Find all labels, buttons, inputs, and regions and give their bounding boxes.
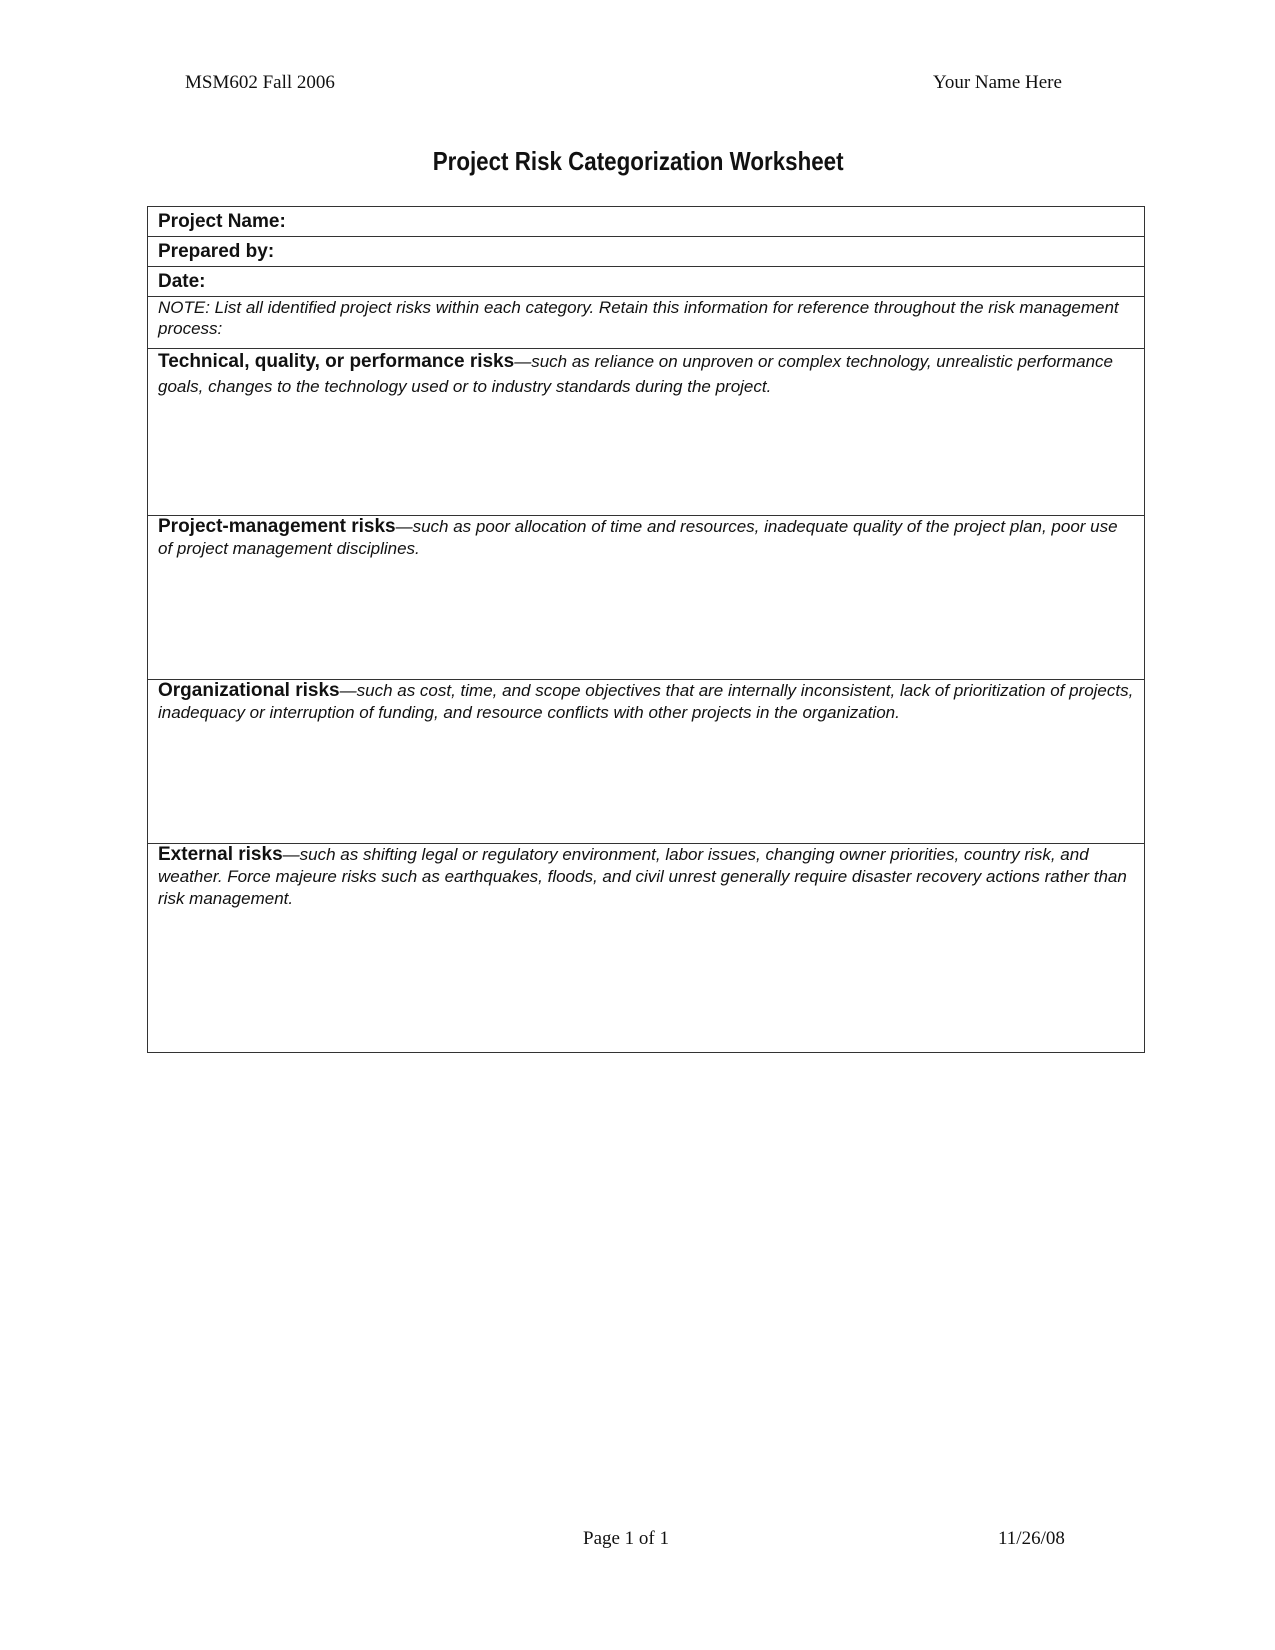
technical-risks-row	[148, 349, 1145, 516]
footer-date: 11/26/08	[998, 1528, 1065, 1549]
organizational-risks-row	[148, 680, 1145, 844]
date-row	[148, 267, 1145, 297]
category-title: Organizational risks	[158, 680, 340, 701]
external-risks-cell[interactable]	[148, 844, 1145, 1053]
header-name: Your Name Here	[933, 72, 1062, 93]
external-risks-row	[148, 844, 1145, 1053]
category-description: —such as poor allocation of time and resources, inadequate quality of the project plan, poor use of project management disciplines.	[158, 517, 1118, 558]
category-description: —such as reliance on unproven or complex technology, unrealistic performance goals, changes to the technology used or to industry standards during the project.	[158, 352, 1113, 396]
note-row	[148, 297, 1145, 349]
prepared-by-label[interactable]: Prepared by:	[148, 237, 1145, 267]
worksheet-table	[147, 206, 1145, 1053]
category-title: External risks	[158, 844, 283, 865]
category-description: —such as cost, time, and scope objectives that are internally inconsistent, lack of prioritization of projects, inadequacy or interruption of funding, and resource conflicts with other projects in the organization.	[158, 681, 1134, 722]
date-label[interactable]: Date:	[148, 267, 1145, 297]
category-title: Project-management risks	[158, 516, 396, 537]
organizational-risks-cell[interactable]	[148, 680, 1145, 844]
project-management-risks-cell[interactable]	[148, 516, 1145, 680]
prepared-by-row	[148, 237, 1145, 267]
project-management-risks-row	[148, 516, 1145, 680]
project-name-label[interactable]: Project Name:	[148, 207, 1145, 237]
category-title: Technical, quality, or performance risks	[158, 351, 515, 372]
category-description: —such as shifting legal or regulatory environment, labor issues, changing owner priorities, country risk, and weather. Force majeure risks such as earthquakes, floods, and civil unrest generally require disaster recovery actions rather than risk management.	[158, 845, 1127, 908]
project-name-row	[148, 207, 1145, 237]
page-title: Project Risk Categorization Worksheet	[432, 146, 844, 176]
header-course: MSM602 Fall 2006	[185, 72, 335, 93]
footer-page-number: Page 1 of 1	[583, 1528, 670, 1549]
technical-risks-cell[interactable]	[148, 349, 1145, 516]
note-text: NOTE: List all identified project risks within each category. Retain this information for reference throughout the risk management process:	[148, 297, 1145, 349]
